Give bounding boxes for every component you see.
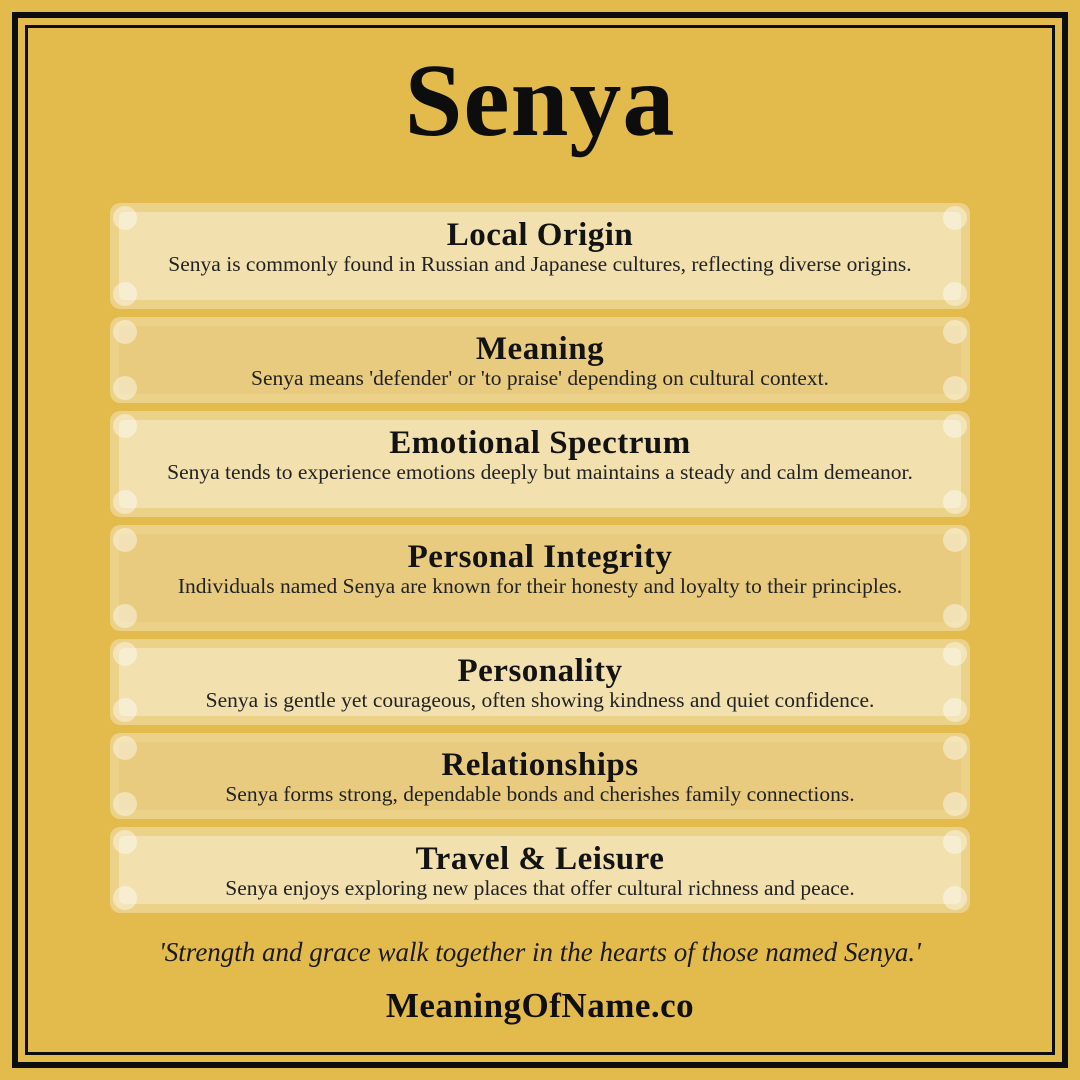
- panel-body: Senya tends to experience emotions deeply but maintains a steady and calm demeanor.: [167, 459, 913, 484]
- site-name: MeaningOfName.co: [385, 986, 695, 1026]
- corner-dot-icon: [113, 320, 137, 344]
- corner-dot-icon: [113, 376, 137, 400]
- panel-personal-integrity: [110, 525, 970, 631]
- panel-personality: [110, 639, 970, 725]
- corner-dot-icon: [943, 642, 967, 666]
- panel-body: Senya means 'defender' or 'to praise' depending on cultural context.: [251, 365, 829, 390]
- panel-inner: [119, 836, 961, 904]
- corner-dot-icon: [113, 604, 137, 628]
- corner-dot-icon: [113, 206, 137, 230]
- corner-dot-icon: [943, 490, 967, 514]
- panel-heading: Emotional Spectrum: [389, 425, 691, 462]
- corner-dot-icon: [943, 698, 967, 722]
- corner-dot-icon: [113, 528, 137, 552]
- panel-body: Senya enjoys exploring new places that offer cultural richness and peace.: [225, 875, 855, 900]
- corner-dot-icon: [113, 736, 137, 760]
- corner-dot-icon: [943, 528, 967, 552]
- panel-heading: Personal Integrity: [407, 539, 673, 576]
- panel-inner: [119, 534, 961, 622]
- corner-dot-icon: [113, 282, 137, 306]
- panel-inner: [119, 420, 961, 508]
- corner-dot-icon: [943, 282, 967, 306]
- corner-dot-icon: [943, 604, 967, 628]
- panel-heading: Travel & Leisure: [415, 841, 665, 878]
- panel-meaning: [110, 317, 970, 403]
- corner-dot-icon: [113, 886, 137, 910]
- panel-heading: Relationships: [441, 747, 639, 784]
- panel-body: Senya is commonly found in Russian and Japanese cultures, reflecting diverse origins.: [168, 251, 912, 276]
- panel-inner: [119, 212, 961, 300]
- panel-travel-leisure: [110, 827, 970, 913]
- corner-dot-icon: [113, 414, 137, 438]
- panel-inner: [119, 648, 961, 716]
- panel-heading: Local Origin: [446, 217, 634, 254]
- corner-dot-icon: [113, 490, 137, 514]
- panel-inner: [119, 742, 961, 810]
- panel-body: Senya is gentle yet courageous, often showing kindness and quiet confidence.: [205, 687, 875, 712]
- corner-dot-icon: [943, 206, 967, 230]
- panel-heading: Meaning: [475, 331, 605, 368]
- panel-relationships: [110, 733, 970, 819]
- panel-local-origin: [110, 203, 970, 309]
- corner-dot-icon: [943, 414, 967, 438]
- corner-dot-icon: [943, 736, 967, 760]
- corner-dot-icon: [943, 830, 967, 854]
- panel-heading: Personality: [457, 653, 623, 690]
- corner-dot-icon: [943, 376, 967, 400]
- page-title: Senya: [404, 43, 676, 158]
- panel-emotional-spectrum: [110, 411, 970, 517]
- quote-text: 'Strength and grace walk together in the hearts of those named Senya.': [159, 937, 921, 968]
- corner-dot-icon: [113, 792, 137, 816]
- corner-dot-icon: [943, 792, 967, 816]
- panel-body: Individuals named Senya are known for their honesty and loyalty to their principles.: [177, 573, 903, 598]
- panel-inner: [119, 326, 961, 394]
- corner-dot-icon: [113, 830, 137, 854]
- corner-dot-icon: [943, 886, 967, 910]
- corner-dot-icon: [113, 698, 137, 722]
- card-content: [28, 28, 1052, 1052]
- corner-dot-icon: [943, 320, 967, 344]
- panel-body: Senya forms strong, dependable bonds and cherishes family connections.: [225, 781, 855, 806]
- info-panel-list: [110, 203, 970, 913]
- corner-dot-icon: [113, 642, 137, 666]
